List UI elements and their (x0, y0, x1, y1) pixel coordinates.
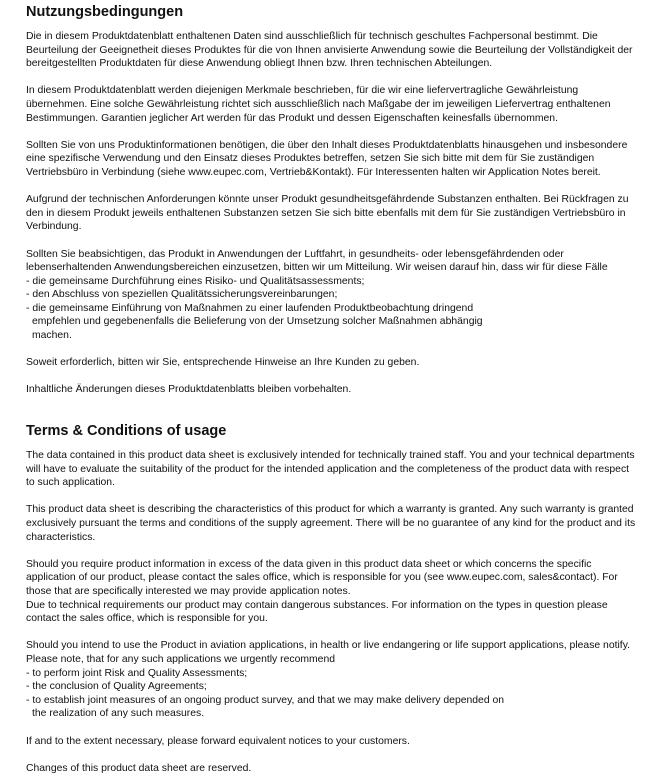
text-line: to such application. (26, 477, 115, 489)
english-paragraph-3 (26, 558, 670, 626)
list-item: - to perform joint Risk and Quality Assessments; (26, 667, 248, 679)
text-line: Bestimmungen. Garantien jeglicher Art werden für das Produkt und dessen Eigenschaften keinesfalls übernommen. (26, 112, 558, 124)
text-line: characteristics. (26, 531, 96, 543)
english-paragraph-2 (26, 503, 670, 544)
german-paragraph-4 (26, 193, 670, 234)
list-item: - the conclusion of Quality Agreements; (26, 681, 207, 693)
text-line: übernehmen. Eine solche Gewährleistung richtet sich ausschließlich nach Maßgabe der im jeweiligen Liefervertrag enthaltenen (26, 98, 611, 110)
text-line: den in diesem Produkt jeweils enthaltenen Substanzen setzen Sie sich bitte ebenfalls mit dem für Sie zuständigen Vertriebsbüro in (26, 207, 626, 219)
list-item-continuation: the realization of any such measures. (32, 708, 205, 720)
text-line: bereitgestellten Produktdaten für diese Anwendung obliegt Ihnen bzw. Ihren technischen Abteilungen. (26, 58, 493, 70)
german-paragraph-1 (26, 30, 670, 71)
list-item: - die gemeinsame Durchführung eines Risiko- und Qualitätsassessments; (26, 275, 365, 287)
english-section (26, 422, 670, 775)
text-line: The data contained in this product data sheet is exclusively intended for technically trained staff. You and your technical departments (26, 450, 635, 462)
text-line: In diesem Produktdatenblatt werden diejenigen Merkmale beschrieben, für die wir eine liefervertragliche Gewährleistung (26, 85, 579, 97)
text-line: Die in diesem Produktdatenblatt enthaltenen Daten sind ausschließlich für technisch geschultes Fachpersonal bestimmt. Die (26, 31, 598, 42)
text-line: Sollten Sie beabsichtigen, das Produkt in Anwendungen der Luftfahrt, in gesundheits- oder lebensgefährdenden oder (26, 248, 564, 260)
list-item: - den Abschluss von speziellen Qualitätssicherungsvereinbarungen; (26, 289, 338, 301)
text-line: Soweit erforderlich, bitten wir Sie, entsprechende Hinweise an Ihre Kunden zu geben. (26, 357, 420, 369)
text-line: Due to technical requirements our product may contain dangerous substances. For information on the types in question please (26, 599, 608, 611)
text-line: those that are specifically interested we may provide application notes. (26, 585, 351, 597)
german-paragraph-7 (26, 383, 670, 397)
list-item: - die gemeinsame Einführung von Maßnahmen zu einer laufenden Produktbeobachtung dringend (26, 302, 474, 314)
german-paragraph-5 (26, 248, 670, 343)
text-line: exclusively pursuant the terms and conditions of the supply agreement. There will be no guarantee of any kind for the product and its (26, 518, 636, 529)
text-line: lebenserhaltenden Anwendungsbereichen einzusetzen, bitten wir um Mitteilung. Wir weisen darauf hin, dass wir für diese Fälle (26, 262, 608, 274)
text-line: eine spezifische Verwendung und den Einsatz dieses Produktes betreffen, setzen Sie sich bitte mit dem für Sie zuständigen (26, 153, 595, 165)
english-paragraph-5 (26, 735, 670, 749)
text-line: will have to evaluate the suitability of the product for the intended application and the completeness of the product data with respect (26, 463, 630, 475)
german-section (26, 0, 670, 397)
german-paragraph-6 (26, 356, 670, 370)
text-line: This product data sheet is describing the characteristics of this product for which a warranty is granted. Any such warranty is granted (26, 504, 634, 516)
list-item-continuation: empfehlen und gegebenenfalls die Belieferung von der Umsetzung solcher Maßnahmen abhängig (32, 316, 483, 328)
text-line: Should you require product information in excess of the data given in this product data sheet or which concerns the specific (26, 558, 592, 570)
text-line: Should you intend to use the Product in aviation applications, in health or live endangering or life support applications, please notify. (26, 640, 631, 652)
text-line: Changes of this product data sheet are reserved. (26, 762, 252, 774)
text-line: Please note, that for any such applications we urgently recommend (26, 653, 336, 665)
text-line: If and to the extent necessary, please forward equivalent notices to your customers. (26, 735, 410, 747)
english-paragraph-4 (26, 639, 670, 721)
english-heading: Terms & Conditions of usage (26, 423, 227, 440)
text-line: contact the sales office, which is responsible for you. (26, 613, 268, 625)
text-line: Beurteilung der Geeignetheit dieses Produktes für die von Ihnen anvisierte Anwendung sowie die Beurteilung der Vollständigkeit der (26, 44, 633, 56)
text-line: Verbindung. (26, 221, 82, 233)
german-heading: Nutzungsbedingungen (26, 4, 184, 20)
list-item-continuation: machen. (32, 330, 72, 342)
text-line: Vertriebsbüro in Verbindung (siehe www.eupec.com, Vertrieb&Kontakt). Für Interessenten halten wir Application Notes bereit. (26, 166, 601, 178)
list-item: - to establish joint measures of an ongoing product survey, and that we may make delivery depended on (26, 694, 505, 706)
text-line: Inhaltliche Änderungen dieses Produktdatenblatts bleiben vorbehalten. (26, 384, 352, 396)
german-paragraph-2 (26, 84, 670, 125)
english-paragraph-6 (26, 762, 670, 775)
text-line: Sollten Sie von uns Produktinformationen benötigen, die über den Inhalt dieses Produktdatenblatts hinausgehen und insbesondere (26, 139, 628, 151)
german-paragraph-3 (26, 139, 670, 180)
text-line: Aufgrund der technischen Anforderungen könnte unser Produkt gesundheitsgefährdende Substanzen enthalten. Bei Rückfragen zu (26, 194, 629, 206)
english-paragraph-1 (26, 449, 670, 490)
text-line: application of our product, please contact the sales office, which is responsible for you (see www.eupec.com, sales&contact). For (26, 572, 618, 584)
